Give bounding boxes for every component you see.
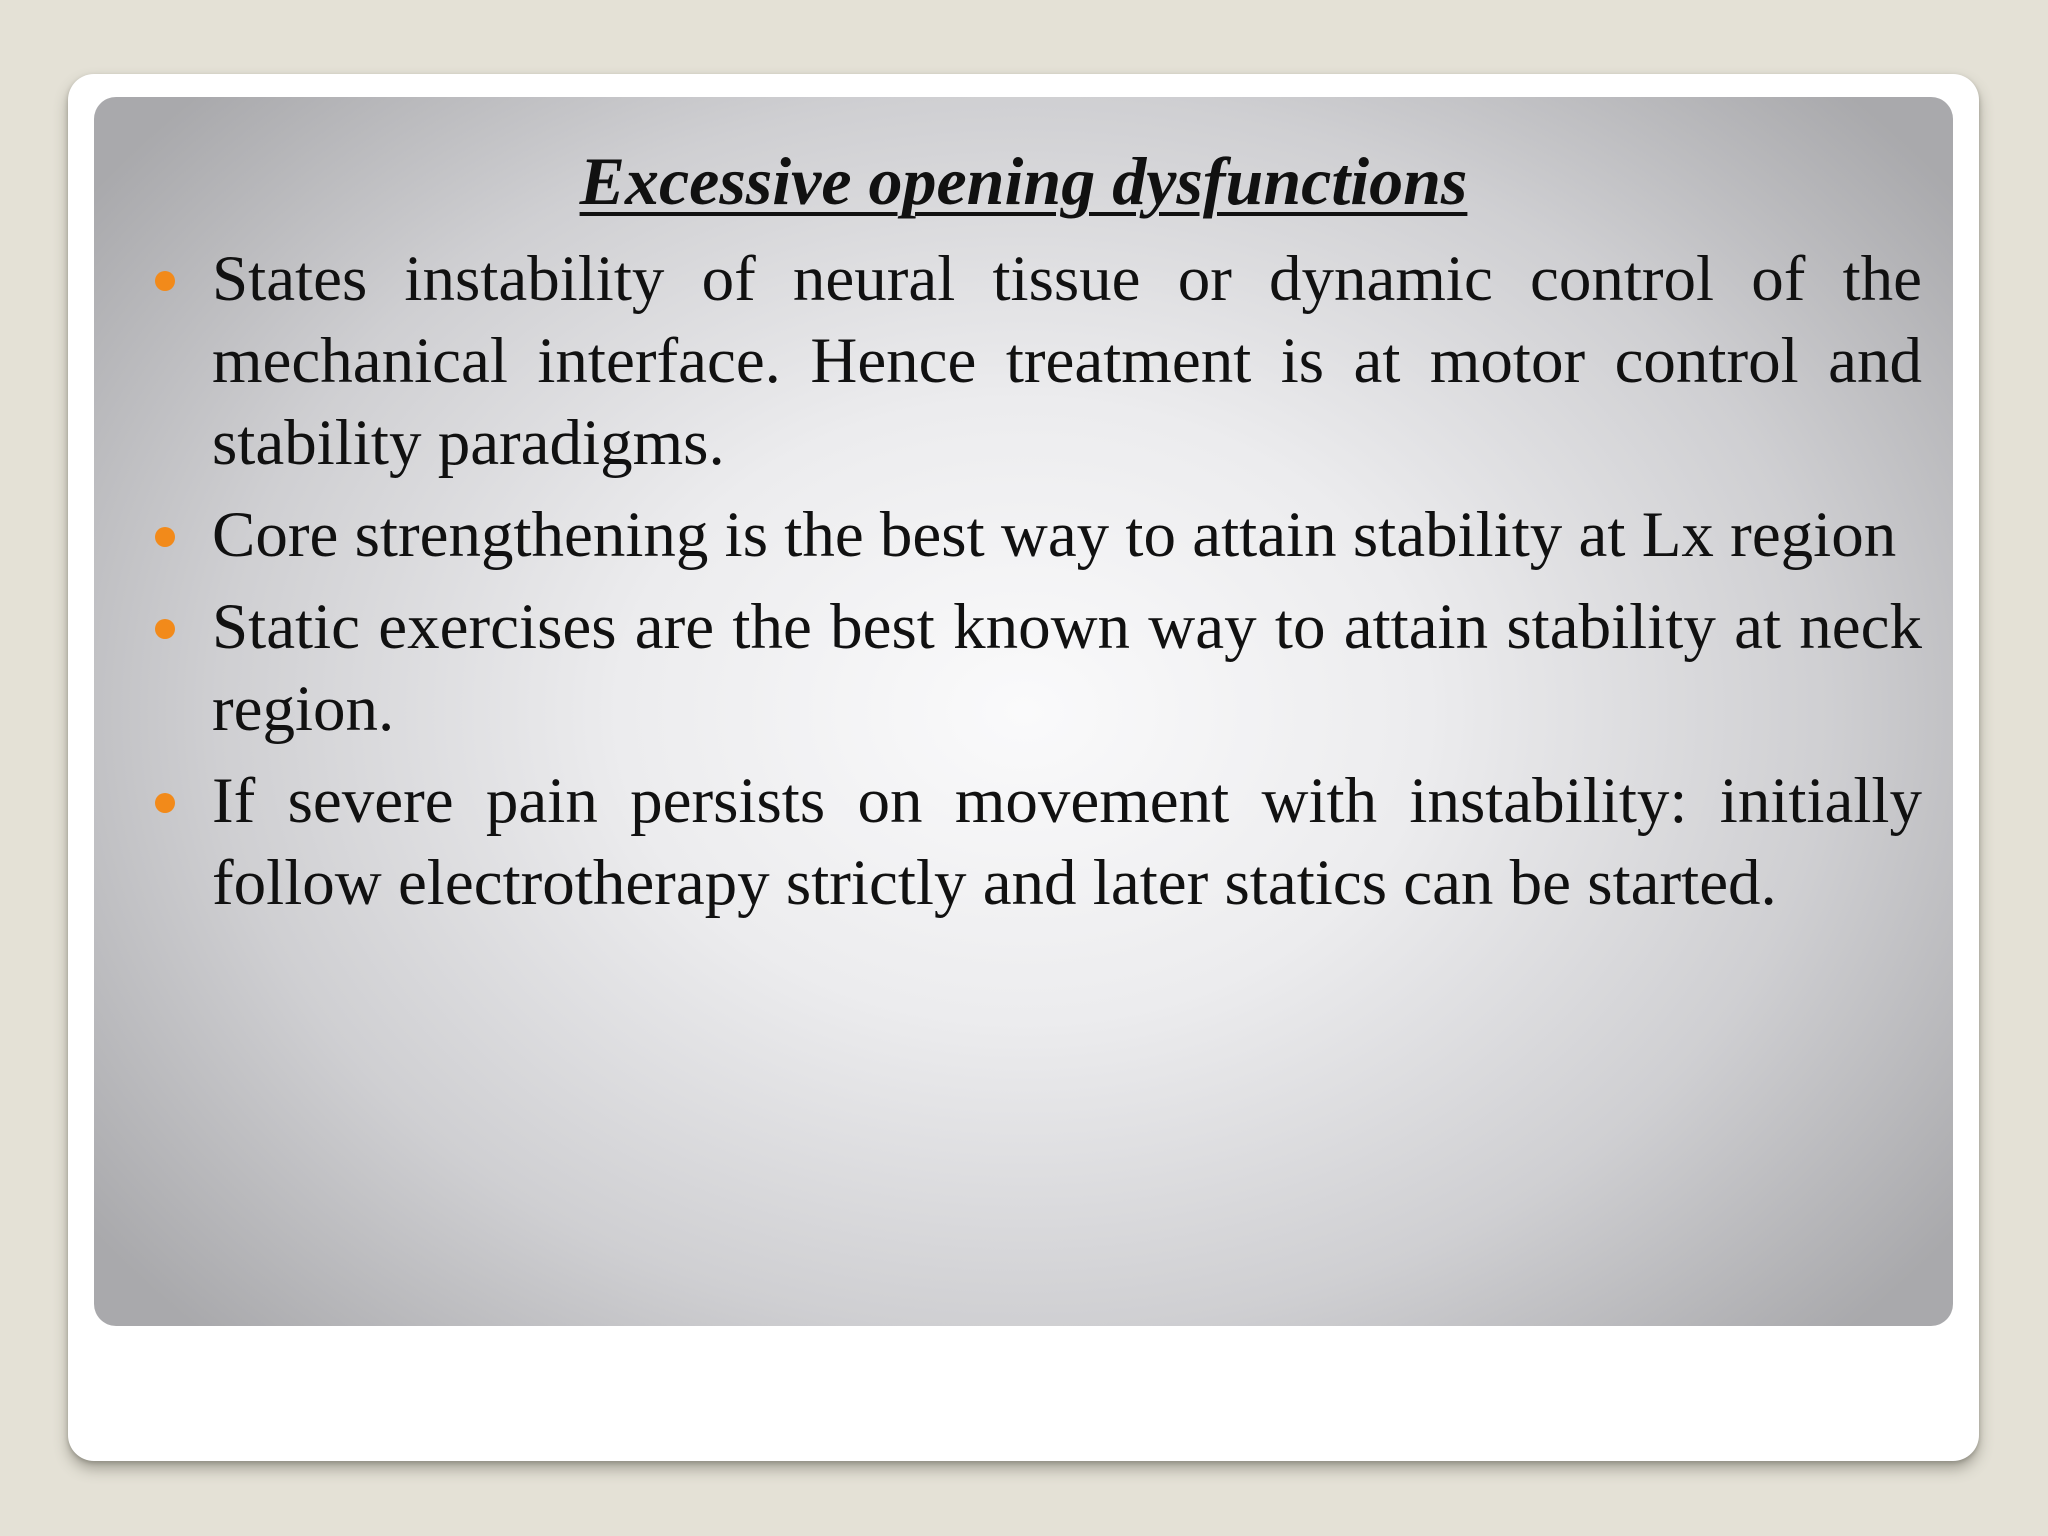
bullet-dot-icon [155, 619, 175, 639]
bullet-text: Core strengthening is the best way to attain stability at Lx region [212, 499, 1897, 571]
bullet-dot-icon [155, 527, 175, 547]
list-item [94, 760, 1953, 924]
bullet-text: If severe pain persists on movement with instability: initially follow electrotherapy strictly and later statics can be started. [212, 765, 1922, 919]
content-panel [94, 97, 1953, 1326]
slide-card [68, 74, 1979, 1461]
list-item [94, 494, 1953, 576]
bullet-list [94, 238, 1953, 934]
list-item [94, 586, 1953, 750]
bullet-text: Static exercises are the best known way to attain stability at neck region. [212, 591, 1922, 745]
bullet-text: States instability of neural tissue or dynamic control of the mechanical interface. Hence treatment is at motor control and stability paradigms. [212, 243, 1922, 479]
bullet-dot-icon [155, 271, 175, 291]
list-item [94, 238, 1953, 484]
bullet-dot-icon [155, 793, 175, 813]
slide-title: Excessive opening dysfunctions [579, 143, 1468, 219]
